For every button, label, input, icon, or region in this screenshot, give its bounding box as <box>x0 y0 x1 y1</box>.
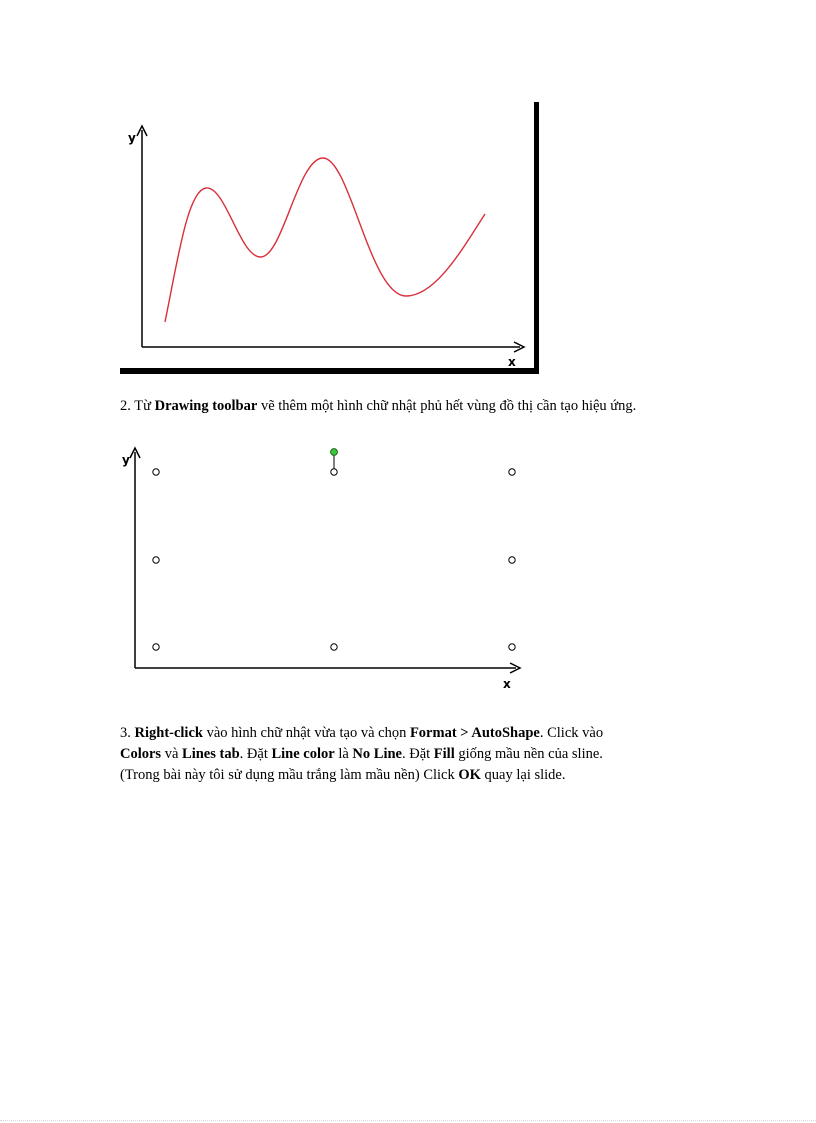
step-3-line-1-text-2: . Click vào <box>539 725 604 741</box>
rectangle-selection-figure <box>118 442 528 694</box>
step-3-lines-tab: Lines tab <box>182 746 240 762</box>
rotate-handle[interactable] <box>331 449 338 456</box>
resize-handle-bottom-middle[interactable] <box>331 644 337 650</box>
resize-handle-top-middle[interactable] <box>331 469 337 475</box>
step-3-line-3-text-2: quay lại slide. <box>480 767 566 783</box>
resize-handle-middle-left[interactable] <box>153 557 159 563</box>
step-3-ok: OK <box>458 767 481 783</box>
step-3-right-click: Right-click <box>134 725 203 741</box>
step-3-no-line: No Line <box>352 746 402 762</box>
y-axis-label: y <box>122 453 130 467</box>
step-3-number: 3. <box>120 725 131 741</box>
frame-bottom-border <box>120 368 539 374</box>
step-2-paragraph <box>120 396 636 417</box>
step-3-line-3 <box>120 765 566 786</box>
step-3-line-1 <box>120 723 603 744</box>
step-3-line-2-text-4: . Đặt <box>401 746 434 762</box>
step-3-line-2-text-3: là <box>334 746 353 762</box>
step-2-drawing-toolbar: Drawing toolbar <box>154 398 258 414</box>
step-3-line-color: Line color <box>271 746 335 762</box>
step-2-text-1: Từ <box>130 398 155 414</box>
step-3-colors: Colors <box>120 746 162 762</box>
step-3-fill: Fill <box>433 746 455 762</box>
resize-handle-bottom-right[interactable] <box>509 644 515 650</box>
step-3-line-1-text-1: vào hình chữ nhật vừa tạo và chọn <box>202 725 410 741</box>
step-2-text-2: vẽ thêm một hình chữ nhật phủ hết vùng đồ thị cần tạo hiệu ứng. <box>257 398 637 414</box>
step-2-number: 2. <box>120 398 131 414</box>
step-3-line-2 <box>120 744 603 765</box>
x-axis-label: x <box>508 355 516 369</box>
resize-handle-top-right[interactable] <box>509 469 515 475</box>
curve-graph-figure <box>118 98 544 378</box>
step-3-line-2-text-1: và <box>161 746 183 762</box>
x-axis-label: x <box>503 677 511 691</box>
red-curve <box>165 158 485 322</box>
step-3-line-3-text-1: (Trong bài này tôi sử dụng mầu trắng làm mầu nền) Click <box>120 767 459 783</box>
frame-right-border <box>534 102 539 374</box>
resize-handle-top-left[interactable] <box>153 469 159 475</box>
step-3-line-2-text-2: . Đặt <box>239 746 272 762</box>
resize-handle-middle-right[interactable] <box>509 557 515 563</box>
resize-handle-bottom-left[interactable] <box>153 644 159 650</box>
step-3-line-2-text-5: giống mầu nền của sline. <box>454 746 603 762</box>
y-axis-label: y <box>128 131 136 145</box>
step-3-format-autoshape: Format > AutoShape <box>409 725 540 741</box>
page-bottom-rule <box>0 1120 816 1122</box>
